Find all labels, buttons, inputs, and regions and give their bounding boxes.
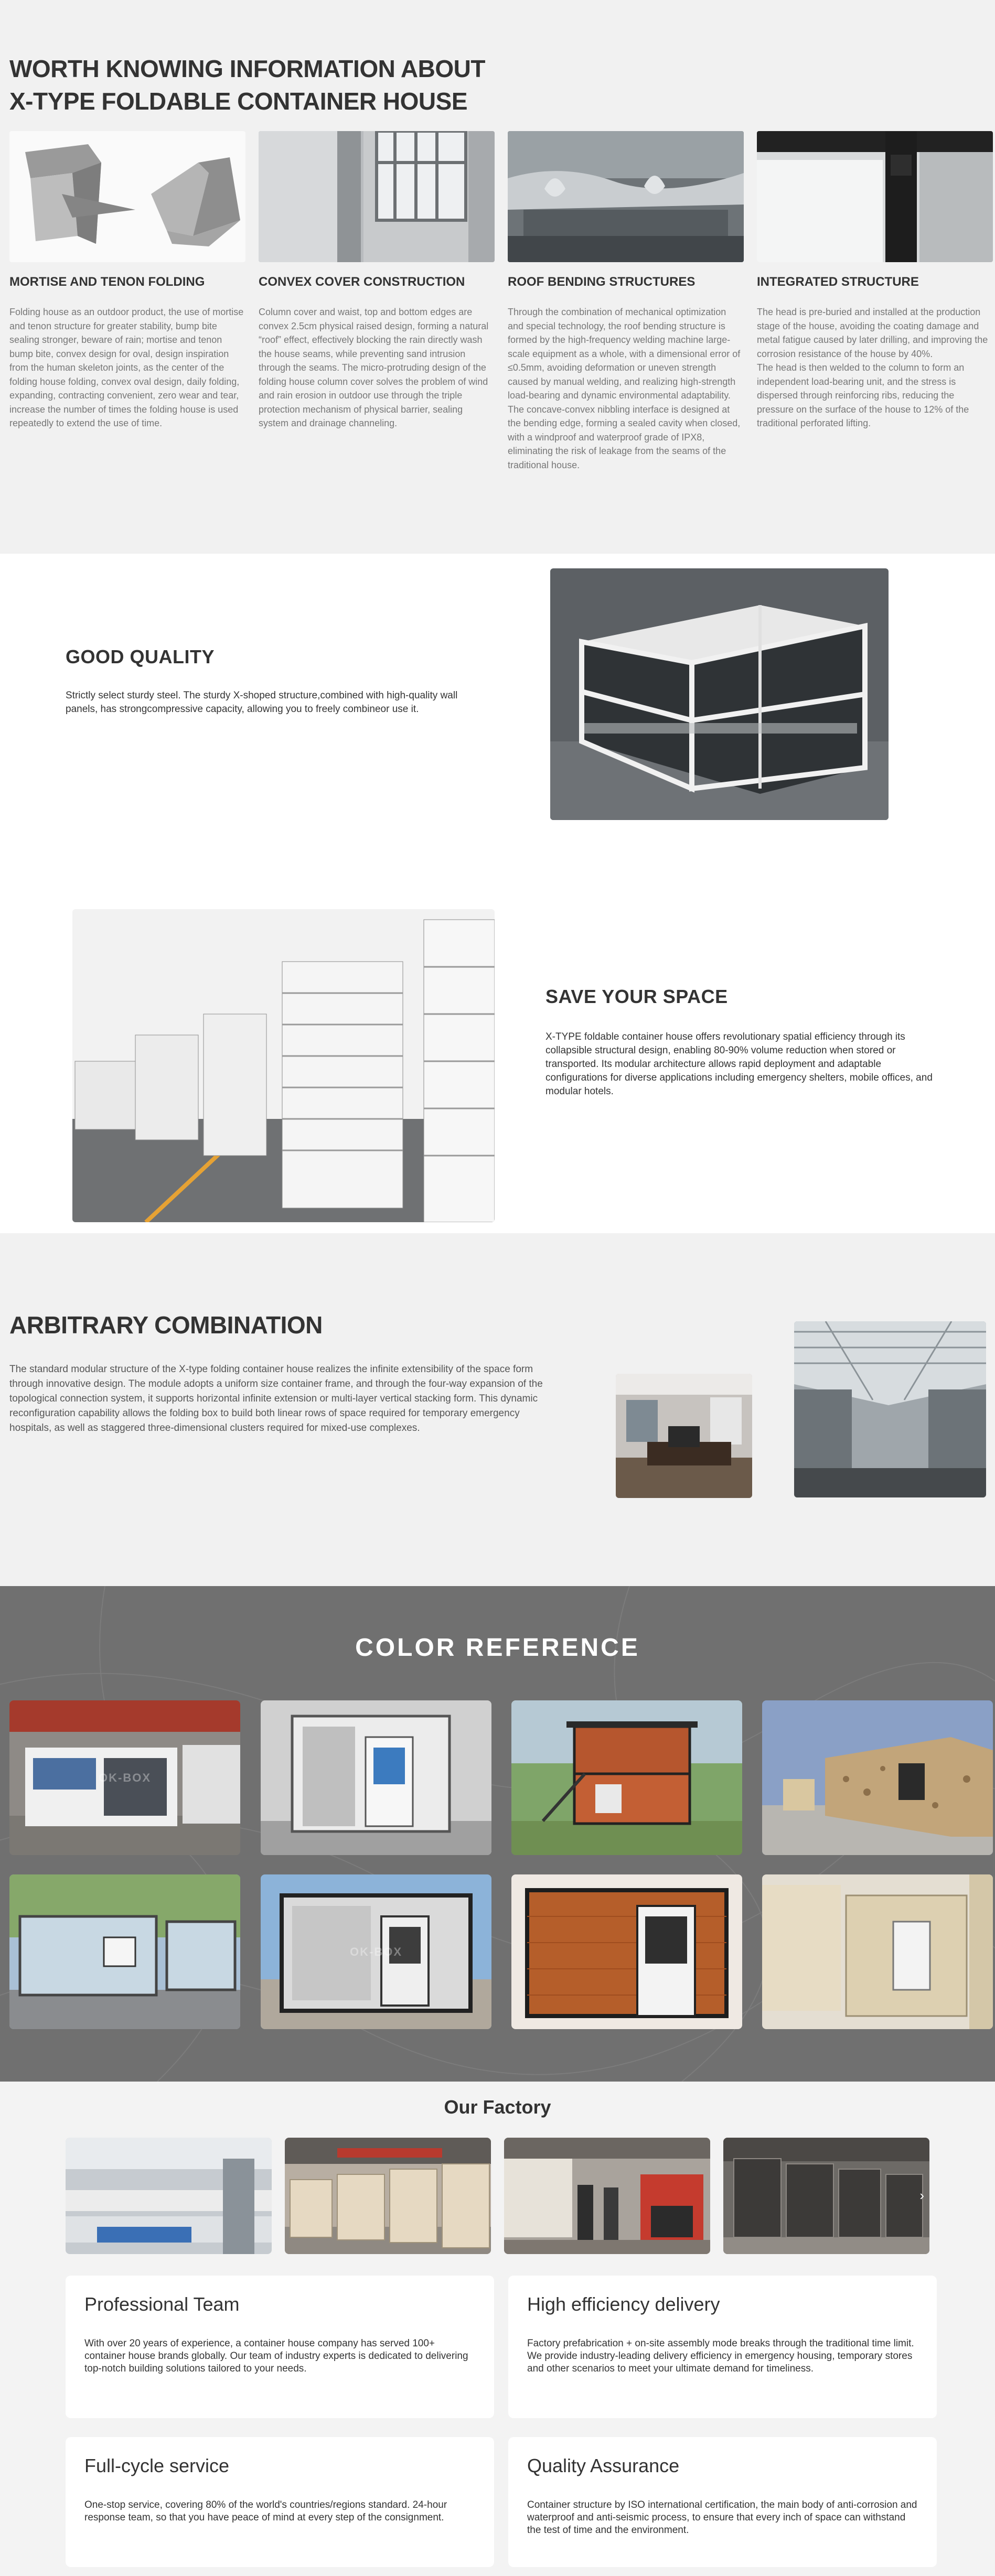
feature-text: Folding house as an outdoor product, the use of mortise and tenon structure for greater stability, bump bite sealing stronger, beware of rain; mortise and tenon bump bite, convex design for oval, design inspiration from the human skeleton joints, as the center of the folding house folding, convex oval design, daily folding, expanding, contracting convenient, zero wear and tear, increase the number of times the folding house is used repeatedly to extend the use of time. [9,307,244,428]
color-sample-wood-grain [511,1874,742,2029]
service-card [508,2437,937,2567]
info-title [9,52,485,117]
factory-title: Our Factory [444,2096,551,2118]
color-sample-orange-two-story [511,1700,742,1855]
feature-card [508,131,744,472]
color-sample-stone-pattern [762,1700,993,1855]
card-text: Factory prefabrication + on-site assembly mode breaks through the traditional time limit. We provide industry-leading delivery efficiency in emergency housing, temporary stores and other scenarios to meet your ultimate demand for timeliness. [527,2338,914,2374]
convex-cover-image [259,131,495,262]
watermark-text: OK-BOX [99,1771,151,1784]
feature-heading: ROOF BENDING STRUCTURES [508,275,696,289]
color-reference-title: COLOR REFERENCE [355,1634,640,1662]
card-title: Full-cycle service [84,2455,230,2476]
service-card [66,2276,494,2418]
mortise-tenon-image [9,131,245,262]
combination-heading: ARBITRARY COMBINATION [9,1311,323,1339]
factory-photo-panels[interactable] [66,2138,272,2254]
card-title: Professional Team [84,2293,240,2315]
service-card [508,2276,937,2418]
good-quality-heading: GOOD QUALITY [66,646,215,667]
info-title-line1: WORTH KNOWING INFORMATION ABOUT [9,55,485,82]
folded-stacks-photo [72,909,495,1222]
service-card [66,2437,494,2567]
hall-interior-photo [794,1321,986,1497]
card-text: One-stop service, covering 80% of the world's countries/regions standard. 24-hour response team, so that you have peace of mind at every step of the consignment. [84,2499,447,2523]
factory-photo-stacks[interactable] [285,2138,491,2254]
combination-section [0,1233,995,1586]
feature-text: Column cover and waist, top and bottom edges are convex 2.5cm physical raised design, forming a natural “roof” effect, effectively blocking the rain directly wash the house seams, while preventing sand intrusion through the seams. The micro-protruding design of the folding house column cover solves the problem of wind and rain erosion in outdoor use through the triple protection mechanism of physical barrier, sealing system and drainage channeling. [259,307,489,428]
save-space-text: X-TYPE foldable container house offers revolutionary spatial efficiency through its collapsible structural design, enabling 80-90% volume reduction when stored or transported. Its modular architecture allows rapid deployment and adaptable configurations for diverse applications including emergency shelters, mobile offices, and modular hotels. [545,1031,933,1097]
watermark-text: OK-BOX [350,1945,402,1958]
feature-heading: MORTISE AND TENON FOLDING [9,275,205,289]
color-sample-beige [762,1874,993,2029]
feature-card [9,131,245,430]
card-title: High efficiency delivery [527,2293,720,2315]
feature-heading: CONVEX COVER CONSTRUCTION [259,275,465,289]
feature-card [757,131,993,430]
office-interior-photo [616,1374,752,1498]
color-sample-white-gray [261,1700,491,1855]
color-sample-blue-gray [9,1874,240,2029]
color-reference-section [0,1586,995,2082]
card-text: With over 20 years of experience, a container house company has served 100+ container house brands globally. Our team of industry experts is dedicated to delivering top-notch building solutions tailored to your needs. [84,2338,468,2374]
combination-text: The standard modular structure of the X-type folding container house realizes the infinite extensibility of the space form through innovative design. The module adopts a uniform size container frame, and through the four-way expansion of the topological connection system, it supports horizontal infinite extension or multi-layer vertical stacking form. This dynamic reconfiguration capability allows the folding box to build both linear rows of space required for temporary emergency hospitals, as well as staggered three-dimensional clusters required for mixed-use complexes. [9,1364,543,1433]
feature-heading: INTEGRATED STRUCTURE [757,275,919,289]
roof-bending-image [508,131,744,262]
good-quality-text: Strictly select sturdy steel. The sturdy X-shoped structure,combined with high-quality wall panels, has strongcompressive capacity, allowing you to freely combineor use it. [66,690,458,715]
save-space-heading: SAVE YOUR SPACE [545,986,728,1007]
factory-section [0,2082,995,2576]
color-sample-gray-black [261,1874,491,2029]
steel-frame-photo [550,568,889,820]
chevron-right-icon[interactable]: › [919,2187,924,2203]
info-section [0,0,995,554]
feature-text: Through the combination of mechanical optimization and special technology, the roof bending structure is formed by the high-frequency welding machine large-scale equipment as a whole, with a dimensional error of ≤0.5mm, avoiding deformation or uneven strength caused by manual welding, and realizing high-strength load-bearing and dynamic environmental adaptability. The concave-convex nibbling interface is designed at the bending edge, forming a sealed cavity when closed, with a windproof and waterproof grade of IPX8, eliminating the risk of leakage from the seams of the traditional house. [508,307,741,470]
info-title-line2: X-TYPE FOLDABLE CONTAINER HOUSE [9,88,468,115]
card-title: Quality Assurance [527,2455,680,2476]
integrated-structure-image [757,131,993,262]
color-sample-gray-white [9,1700,240,1855]
product-highlights [0,554,995,1233]
feature-text: The head is pre-buried and installed at the production stage of the house, avoiding the coating damage and metal fatigue caused by later drilling, and improving the corrosion resistance of the house by 40%. The head is then welded to the column to form an independent load-bearing unit, and the stress is dispersed through reinforcing ribs, reducing the pressure on the surface of the house to 12% of the traditional perforated lifting. [757,307,988,428]
factory-photo-warehouse[interactable] [723,2138,929,2254]
card-text: Container structure by ISO international certification, the main body of anti-corrosion and waterproof and anti-seismic process, to ensure that every inch of space can withstand the test of time and the environment. [527,2499,917,2536]
feature-card [259,131,495,430]
factory-photo-workers[interactable] [504,2138,710,2254]
